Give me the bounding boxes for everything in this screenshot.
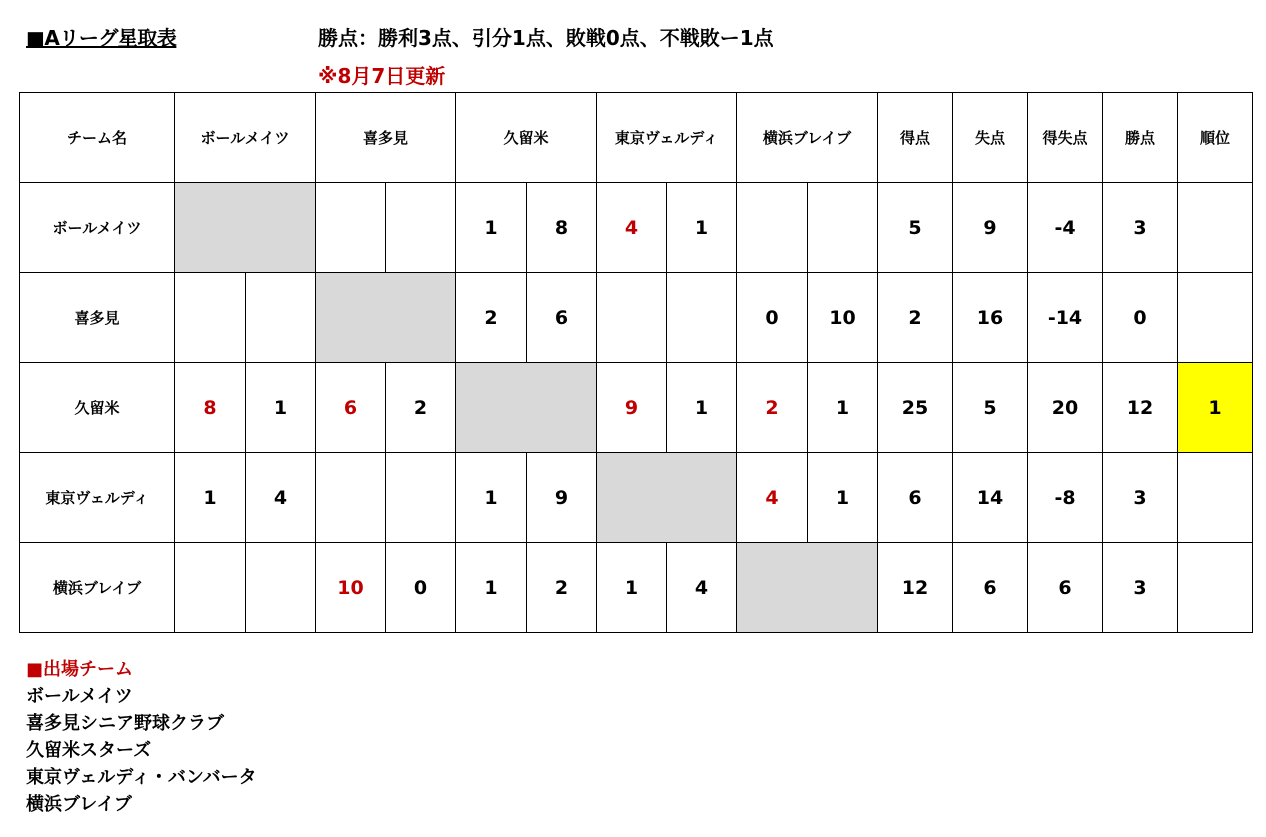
score-for-cell: 4 xyxy=(737,453,808,543)
score-for-cell: 1 xyxy=(175,453,246,543)
score-against-cell: 8 xyxy=(527,183,597,273)
score-against-cell: 1 xyxy=(808,453,878,543)
team-name-line: ボールメイツ xyxy=(26,686,133,707)
header-goal-diff: 得失点 xyxy=(1028,93,1103,183)
table-row xyxy=(20,183,1253,273)
table-row xyxy=(20,273,1253,363)
rank-cell xyxy=(1178,273,1253,363)
goals-against-cell: 5 xyxy=(953,363,1028,453)
goals-for-cell: 2 xyxy=(878,273,953,363)
score-against-cell xyxy=(808,183,878,273)
goal-diff-cell: -14 xyxy=(1028,273,1103,363)
points-cell: 3 xyxy=(1103,543,1178,633)
self-match-cell xyxy=(316,273,456,363)
participating-teams xyxy=(26,656,257,818)
goals-against-cell: 14 xyxy=(953,453,1028,543)
header-goals-for: 得点 xyxy=(878,93,953,183)
header-yokohama-brave: 横浜ブレイブ xyxy=(737,93,878,183)
score-for-cell: 1 xyxy=(456,543,527,633)
row-team-name: 久留米 xyxy=(20,363,175,453)
header-tokyo-verdy: 東京ヴェルディ xyxy=(597,93,737,183)
score-for-cell: 1 xyxy=(597,543,667,633)
score-against-cell: 2 xyxy=(386,363,456,453)
rank-cell xyxy=(1178,543,1253,633)
score-for-cell xyxy=(597,273,667,363)
score-for-cell xyxy=(737,183,808,273)
header-kitami: 喜多見 xyxy=(316,93,456,183)
header-ballmates: ボールメイツ xyxy=(175,93,316,183)
goals-for-cell: 6 xyxy=(878,453,953,543)
score-for-cell xyxy=(175,543,246,633)
score-for-cell: 4 xyxy=(597,183,667,273)
score-for-cell: 1 xyxy=(456,183,527,273)
score-for-cell xyxy=(316,453,386,543)
header-kurume: 久留米 xyxy=(456,93,597,183)
header-row xyxy=(20,93,1253,183)
score-for-cell: 6 xyxy=(316,363,386,453)
points-cell: 0 xyxy=(1103,273,1178,363)
goal-diff-cell: 6 xyxy=(1028,543,1103,633)
goal-diff-cell: -4 xyxy=(1028,183,1103,273)
score-for-cell: 0 xyxy=(737,273,808,363)
goals-against-cell: 16 xyxy=(953,273,1028,363)
score-against-cell: 1 xyxy=(808,363,878,453)
row-team-name: ボールメイツ xyxy=(20,183,175,273)
score-against-cell: 9 xyxy=(527,453,597,543)
score-against-cell: 4 xyxy=(667,543,737,633)
score-for-cell xyxy=(316,183,386,273)
self-match-cell xyxy=(737,543,878,633)
header-goals-against: 失点 xyxy=(953,93,1028,183)
score-against-cell: 1 xyxy=(246,363,316,453)
standings-table xyxy=(19,92,1253,633)
goals-for-cell: 5 xyxy=(878,183,953,273)
goal-diff-cell: 20 xyxy=(1028,363,1103,453)
table-row xyxy=(20,453,1253,543)
rank-cell xyxy=(1178,183,1253,273)
score-against-cell xyxy=(246,273,316,363)
score-against-cell: 1 xyxy=(667,363,737,453)
score-against-cell: 6 xyxy=(527,273,597,363)
score-for-cell: 8 xyxy=(175,363,246,453)
score-for-cell: 2 xyxy=(456,273,527,363)
score-against-cell: 10 xyxy=(808,273,878,363)
row-team-name: 東京ヴェルディ xyxy=(20,453,175,543)
header-team-name: チーム名 xyxy=(20,93,175,183)
goals-for-cell: 12 xyxy=(878,543,953,633)
score-for-cell: 10 xyxy=(316,543,386,633)
score-for-cell xyxy=(175,273,246,363)
table-row xyxy=(20,543,1253,633)
score-against-cell: 1 xyxy=(667,183,737,273)
rank-cell: 1 xyxy=(1178,363,1253,453)
goals-against-cell: 6 xyxy=(953,543,1028,633)
score-against-cell xyxy=(386,453,456,543)
team-name-line: 東京ヴェルディ・バンバータ xyxy=(26,767,257,788)
goal-diff-cell: -8 xyxy=(1028,453,1103,543)
self-match-cell xyxy=(597,453,737,543)
goals-for-cell: 25 xyxy=(878,363,953,453)
page-title: ■Aリーグ星取表 xyxy=(26,26,177,50)
score-against-cell xyxy=(667,273,737,363)
row-team-name: 喜多見 xyxy=(20,273,175,363)
points-cell: 12 xyxy=(1103,363,1178,453)
table-row xyxy=(20,363,1253,453)
team-name-line: 喜多見シニア野球クラブ xyxy=(26,713,224,734)
self-match-cell xyxy=(175,183,316,273)
score-for-cell: 9 xyxy=(597,363,667,453)
score-against-cell: 4 xyxy=(246,453,316,543)
score-for-cell: 1 xyxy=(456,453,527,543)
points-cell: 3 xyxy=(1103,183,1178,273)
teams-heading: ■出場チーム xyxy=(26,659,134,680)
update-notice: ※8月7日更新 xyxy=(318,64,446,88)
header-rank: 順位 xyxy=(1178,93,1253,183)
score-against-cell xyxy=(386,183,456,273)
points-cell: 3 xyxy=(1103,453,1178,543)
score-against-cell xyxy=(246,543,316,633)
rank-cell xyxy=(1178,453,1253,543)
self-match-cell xyxy=(456,363,597,453)
header-points: 勝点 xyxy=(1103,93,1178,183)
score-against-cell: 0 xyxy=(386,543,456,633)
row-team-name: 横浜ブレイブ xyxy=(20,543,175,633)
team-name-line: 久留米スターズ xyxy=(26,740,152,761)
goals-against-cell: 9 xyxy=(953,183,1028,273)
score-for-cell: 2 xyxy=(737,363,808,453)
points-rule: 勝点：勝利3点、引分1点、敗戦0点、不戦敗ー1点 xyxy=(318,26,774,50)
score-against-cell: 2 xyxy=(527,543,597,633)
team-name-line: 横浜ブレイブ xyxy=(26,794,132,815)
